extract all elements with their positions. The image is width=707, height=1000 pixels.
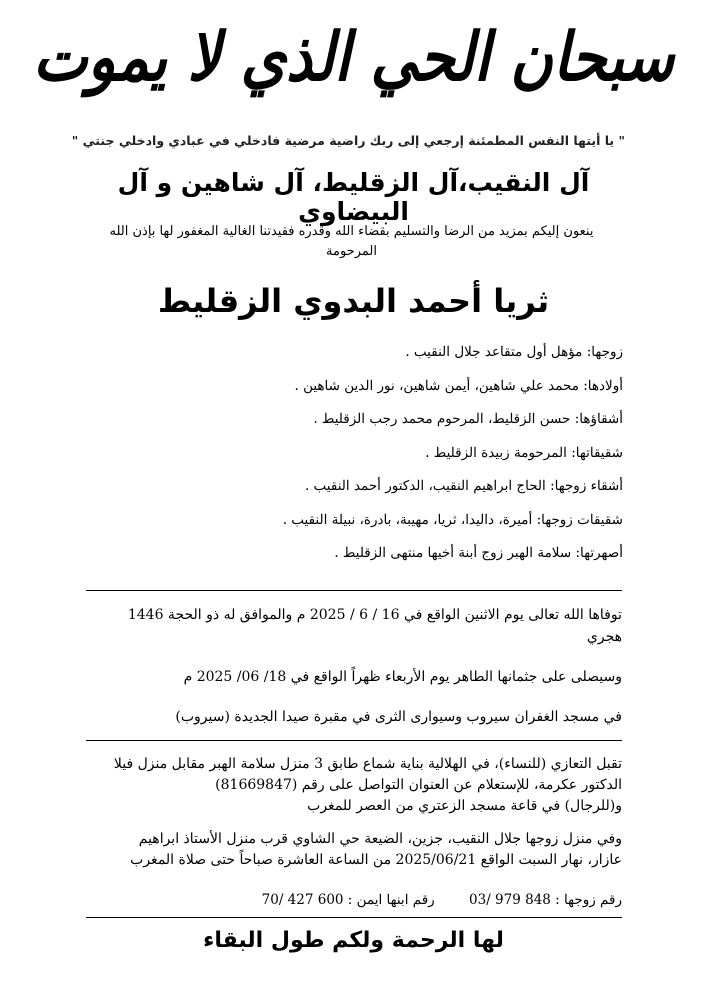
burial-line: في مسجد الغفران سيروب وسيوارى الثرى في مقبرة صيدا الجديدة (سيروب) [175,709,622,725]
relative-label: أشقاؤها: [574,411,623,427]
relative-value: مؤهل أول متقاعد جلال النقيب . [405,344,587,360]
relative-row [82,511,623,545]
condolence-line: عازار، نهار السبت الواقع 2025/06/21 من الساعة العاشرة صباحاً حتى صلاة المغرب [130,852,622,868]
divider [86,590,622,591]
relative-row [82,377,623,411]
relative-value: محمد علي شاهين، أيمن شاهين، نور الدين شاهين . [294,377,584,394]
calligraphy-header [0,12,707,102]
relative-row [82,544,623,578]
death-details [86,604,622,728]
relative-row [82,343,623,377]
relative-value: حسن الزقليط، المرحوم محمد رجب الزقليط . [313,411,575,427]
announcement-line: المرحومة [326,244,377,259]
announcement [84,222,619,262]
calligraphy-text: سبحان الحي الذي لا يموت [32,17,675,97]
condolence-line: الدكتور عكرمة، للإستعلام عن العنوان التواصل على رقم (81669847) [215,777,622,793]
relative-label: أصهرتها: [575,545,623,561]
phone-numbers [86,892,622,908]
relative-row [82,410,623,444]
relative-value: سلامة الهبر زوج أبنة أخيها منتهى الزقليط . [334,545,576,561]
closing-phrase: لها الرحمة ولكم طول البقاء [203,928,504,953]
relative-row [82,477,623,511]
relative-row [82,444,623,478]
relative-value: الحاج ابراهيم النقيب، الدكتور أحمد النقيب . [304,478,551,494]
relative-label: أشقاء زوجها: [550,478,623,494]
relatives-list [82,343,623,578]
relative-label: شقيقاتها: [571,444,623,461]
son-phone: رقم ابنها ايمن : 600 427 /70 [261,892,435,908]
relative-label: زوجها: [586,344,623,360]
relative-label: شقيقات زوجها: [536,511,623,528]
death-line: هجري [586,629,622,645]
relative-value: أميرة، داليدا، ثريا، مهيبة، بادرة، نبيلة النقيب . [282,511,537,528]
death-line: توفاها الله تعالى يوم الاثنين الواقع في 16 / 6 / 2025 م والموافق له ذو الحجة 1446 [127,607,622,623]
condolences [86,754,622,871]
announcement-line: ينعون إليكم بمزيد من الرضا والتسليم بقضاء الله وقدره فقيدتنا الغالية المغفور لها بإذن الله [109,224,594,239]
deceased-name: ثريا أحمد البدوي الزقليط [157,282,550,320]
families-heading: آل النقيب،آل الزقليط، آل شاهين و آل البيضاوي [117,168,590,226]
relative-label: أولادها: [583,377,623,394]
condolence-line: تقبل التعازي (للنساء)، في الهلالية بناية شماع طابق 3 منزل سلامة الهبر مقابل منزل فيلا [113,756,622,772]
divider [86,917,622,918]
condolence-line: وفي منزل زوجها جلال النقيب، جزين، الضيعة حي الشاوي قرب منزل الأستاذ ابراهيم [138,831,622,847]
quran-verse: " يا أيتها النفس المطمئنة إرجعي إلى ربك راضية مرضية فادخلي في عبادي وادخلي جنتي " [71,133,625,148]
condolence-line: و(للرجال) في قاعة مسجد الزعتري من العصر للمغرب [307,798,622,814]
husband-phone: رقم زوجها : 848 979 /03 [469,892,622,908]
divider [86,740,622,741]
relative-value: المرحومة زبيدة الزقليط . [425,444,572,461]
prayer-line: وسيصلى على جثمانها الطاهر يوم الأربعاء ظهراً الواقع في 18/ 06/ 2025 م [183,669,622,685]
